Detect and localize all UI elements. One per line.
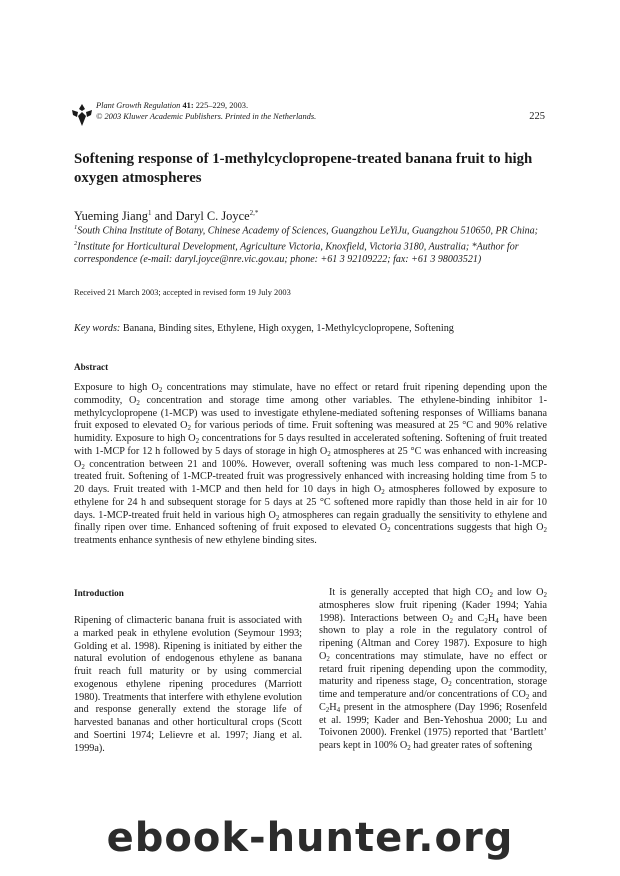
publisher-logo-icon [72,104,92,126]
author-list: Yueming Jiang$^1$ and Daryl C. Joyce$^{2,*}$ [74,209,259,224]
journal-citation: Plant Growth Regulation 41: 225–229, 2003. © 2003 Kluwer Academic Publishers. Printed in the Netherlands. [96,101,317,121]
intro-right-column: It is generally accepted that high $CO_2$ and low $O_2$ atmospheres slow fruit ripening (Kader 1994; Yahia 1998). Interactions between $O_2$ and $C_2H_4$ have been shown to play a role in the regulatory control of ripening (Altman and Corey 1987). Exposure to high $O_2$ concentrations may stimulate, have no effect or retard fruit ripening depending upon the commodity, maturity and ripeness stage, $O_2$ concentration, storage time and temperature and/or concentrations of $CO_2$ and $C_2H_4$ present in the atmosphere (Day 1996; Rosenfeld et al. 1999; Kader and Ben-Yehoshua 2000; Lu and Toivonen 2000). Frenkel (1975) reported that ‘Bartlett’ pears kept in 100% $O_2$ had greater rates of softening [319,587,548,752]
abstract-body: Exposure to high $O_2$ concentrations may stimulate, have no effect or retard fruit ripening depending upon the commodity, $O_2$ concentration and storage time among other variables. The ethylene-binding inhibitor 1-methylcyclopropene (1-MCP) was used to investigate ethylene-mediated softening responses of Williams banana fruit exposed to elevated $O_2$ for various periods of time. Fruit softening was measured at 25 °C and 90% relative humidity. Exposure to high $O_2$ concentrations for 5 days resulted in accelerated softening. Softening of fruit treated with 1-MCP for 12 h followed by 5 days of storage in high $O_2$ atmospheres at 25 °C was enhanced with increasing $O_2$ concentration between 21 and 100%. However, overall softening was much less compared to non-1-MCP-treated fruit. Softening of 1-MCP-treated fruit was progressively enhanced with increasing holding time from 5 to 20 days. Fruit treated with 1-MCP and then held for 10 days in high $O_2$ atmospheres followed by exposure to ethylene for 24 h and subsequent storage for 5 days at 25 °C softened more rapidly than those held in air for 10 days. 1-MCP-treated fruit held in various high $O_2$ atmospheres can regain gradually the sensitivity to ethylene and finally ripen over time. Enhanced softening of fruit exposed to elevated $O_2$ concentrations suggests that high $O_2$ treatments enhance synthesis of new ethylene binding sites. [74,382,548,546]
affiliations: $^1$South China Institute of Botany, Chinese Academy of Sciences, Guangzhou LeYiJu, Guangzhou 510650, PR China; $^2$Institute for Horticultural Development, Agriculture Victoria, Knoxfield, Victoria 3180, Australia; *Author for correspondence (e-mail: daryl.joyce@nre.vic.gov.au; phone: +61 3 92109222; fax: +61 3 98003521) [74,224,538,265]
intro-left-column: Ripening of climacteric banana fruit is associated with a marked peak in ethylene evolution (Seymour 1993; Golding et al. 1998). Ripening is initiated by either the natural evolution of endogenous ethylene as banana fruit reach full maturity or by using commercial exogenous ethylene ripening procedures (Marriott 1980). Treatments that interfere with ethylene evolution and response generally extend the storage life of harvested bananas and other horticultural crops (Scott and Soertini 1974; Lelievre et al. 1997; Jiang et al. 1999a). [74,615,302,754]
keywords: Key words: Banana, Binding sites, Ethylene, High oxygen, 1-Methylcyclopropene, Softening [74,323,454,334]
page-number: 225 [529,111,545,122]
abstract-heading: Abstract [74,362,109,372]
intro-heading: Introduction [74,588,124,598]
received-dates: Received 21 March 2003; accepted in revised form 19 July 2003 [74,288,291,297]
watermark-banner: ebook-hunter.org [106,815,514,861]
paper-title: Softening response of 1-methylcyclopropene-treated banana fruit to high oxygen atmospheres [74,151,533,186]
